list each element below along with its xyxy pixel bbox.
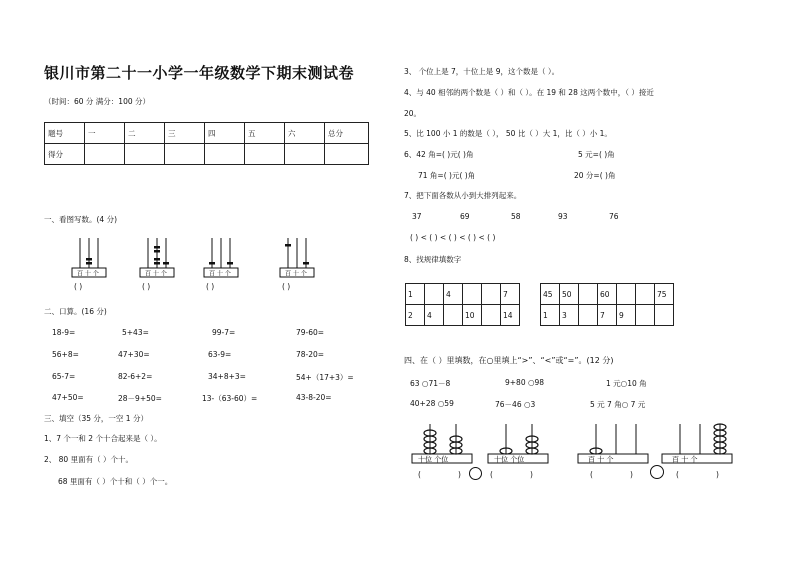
pattern-cell: 1 — [541, 305, 560, 326]
score-table-header-row — [45, 123, 369, 144]
abacus-picture-1 — [70, 236, 110, 280]
abacus-label: 百 十 个 — [77, 270, 99, 278]
calc-item: 63-9= — [208, 350, 232, 359]
pattern-cell[interactable] — [636, 305, 655, 326]
question-7-prompt: 7、把下面各数从小到大排列起来。 — [404, 191, 522, 200]
pattern-cell: 4 — [425, 305, 444, 326]
answer-blank[interactable]: ( ) — [206, 282, 215, 291]
question-4-line1: 4、与 40 相邻的两个数是（ ）和（ ）。在 19 和 28 这两个数中，（ ）接近 — [404, 88, 654, 97]
score-cell: 总分 — [325, 123, 369, 144]
pattern-cell[interactable] — [579, 305, 598, 326]
question-6b: 5 元=( )角 — [578, 150, 615, 159]
section3-heading: 三、填空（35 分，一空 1 分） — [44, 414, 148, 423]
score-cell: 四 — [205, 123, 245, 144]
number-item: 69 — [460, 212, 470, 221]
compare-item[interactable]: 9+80 ○98 — [505, 378, 545, 387]
score-input-cell[interactable] — [285, 144, 325, 165]
compare-item[interactable]: 40+28 ○59 — [410, 399, 454, 408]
answer-blank-close[interactable]: ) — [458, 470, 461, 479]
svg-text:十位 个位: 十位 个位 — [418, 455, 449, 464]
calc-item: 34+8+3= — [208, 372, 246, 381]
ordering-blanks[interactable]: ( ) < ( ) < ( ) < ( ) < ( ) — [410, 233, 496, 242]
question-6d: 20 分=( )角 — [574, 171, 616, 180]
pattern-table-2 — [540, 283, 674, 326]
pattern-cell: 2 — [406, 305, 425, 326]
calc-item: 47+30= — [118, 350, 150, 359]
pattern-cell: 3 — [560, 305, 579, 326]
pattern-cell: 14 — [501, 305, 520, 326]
number-item: 58 — [511, 212, 521, 221]
pattern-cell: 1 — [406, 284, 425, 305]
abacus-picture-2 — [138, 236, 178, 280]
pattern-cell: 45 — [541, 284, 560, 305]
score-cell: 得分 — [45, 144, 85, 165]
compare-item[interactable]: 63 ○71－8 — [410, 379, 451, 388]
pattern-cell: 10 — [463, 305, 482, 326]
score-cell: 五 — [245, 123, 285, 144]
pattern-cell: 60 — [598, 284, 617, 305]
abacus-picture-7 — [574, 418, 650, 464]
exam-meta: （时间：60 分 满分：100 分） — [44, 97, 151, 106]
calc-item: 28－9+50= — [118, 394, 162, 403]
pattern-cell[interactable] — [636, 284, 655, 305]
pattern-cell: 7 — [598, 305, 617, 326]
pattern-cell[interactable] — [425, 284, 444, 305]
number-item: 37 — [412, 212, 422, 221]
calc-item: 79-60= — [296, 328, 325, 337]
svg-text:百 十 个: 百 十 个 — [285, 270, 307, 278]
score-input-cell[interactable] — [245, 144, 285, 165]
question-3: 3、 个位上是 7，十位上是 9，这个数是（ ）。 — [404, 67, 560, 76]
question-6c: 71 角=( )元( )角 — [418, 171, 476, 180]
calc-item: 54+（17+3）= — [296, 373, 354, 382]
score-table-row — [45, 144, 369, 165]
score-cell: 一 — [85, 123, 125, 144]
score-table — [44, 122, 369, 165]
score-input-cell[interactable] — [205, 144, 245, 165]
abacus-picture-6 — [484, 418, 550, 464]
answer-blank-open[interactable]: ( — [590, 470, 593, 479]
answer-blank[interactable]: ( ) — [142, 282, 151, 291]
compare-circle[interactable] — [650, 465, 664, 479]
answer-blank-close[interactable]: ) — [530, 470, 533, 479]
pattern-cell[interactable] — [463, 284, 482, 305]
score-cell: 三 — [165, 123, 205, 144]
answer-blank-open[interactable]: ( — [490, 470, 493, 479]
abacus-picture-8 — [658, 418, 734, 464]
compare-circle[interactable] — [469, 467, 482, 480]
score-cell: 题号 — [45, 123, 85, 144]
pattern-cell: 4 — [444, 284, 463, 305]
calc-item: 56+8= — [52, 350, 79, 359]
calc-item: 43-8-20= — [296, 393, 332, 402]
score-input-cell[interactable] — [125, 144, 165, 165]
number-item: 93 — [558, 212, 568, 221]
fill-question-1: 1、7 个一和 2 个十合起来是（ ）。 — [44, 434, 162, 443]
calc-item: 18-9= — [52, 328, 76, 337]
section1-heading: 一、看图写数。(4 分) — [44, 215, 118, 224]
abacus-picture-4 — [278, 236, 318, 280]
svg-text:百 十 个: 百 十 个 — [672, 455, 698, 464]
score-cell: 六 — [285, 123, 325, 144]
svg-text:百 十 个: 百 十 个 — [588, 455, 614, 464]
answer-blank-close[interactable]: ) — [716, 470, 719, 479]
calc-item: 99-7= — [212, 328, 236, 337]
answer-blank-close[interactable]: ) — [630, 470, 633, 479]
calc-item: 65-7= — [52, 372, 76, 381]
fill-question-2b: 68 里面有（ ）个十和（ ）个一。 — [58, 477, 173, 486]
abacus-picture-5 — [408, 418, 474, 464]
svg-text:百 十 个: 百 十 个 — [209, 270, 231, 278]
score-input-cell[interactable] — [165, 144, 205, 165]
pattern-cell[interactable] — [482, 284, 501, 305]
section2-heading: 二、口算。(16 分) — [44, 307, 107, 316]
calc-item: 13-（63-60）= — [202, 394, 258, 403]
svg-text:百 十 个: 百 十 个 — [145, 270, 167, 278]
pattern-cell: 50 — [560, 284, 579, 305]
pattern-cell[interactable] — [482, 305, 501, 326]
calc-item: 47+50= — [52, 393, 84, 402]
score-input-cell[interactable] — [325, 144, 369, 165]
pattern-cell[interactable] — [444, 305, 463, 326]
question-6a: 6、42 角=( )元( )角 — [404, 150, 474, 159]
exam-title: 银川市第二十一小学一年级数学下期末测试卷 — [44, 64, 355, 82]
abacus-picture-3 — [202, 236, 242, 280]
pattern-cell[interactable] — [655, 305, 674, 326]
answer-blank-open[interactable]: ( — [418, 470, 421, 479]
answer-blank-open[interactable]: ( — [676, 470, 679, 479]
score-cell: 二 — [125, 123, 165, 144]
compare-item[interactable]: 76－46 ○3 — [495, 400, 536, 409]
score-input-cell[interactable] — [85, 144, 125, 165]
section4-heading: 四、在（ ）里填数，在○里填上“>”、“<”或“=”。(12 分) — [404, 356, 614, 365]
calc-item: 78-20= — [296, 350, 325, 359]
question-8-prompt: 8、找规律填数字 — [404, 255, 462, 264]
calc-item: 5+43= — [122, 328, 149, 337]
pattern-cell: 7 — [501, 284, 520, 305]
number-item: 76 — [609, 212, 619, 221]
pattern-cell: 9 — [617, 305, 636, 326]
fill-question-2a: 2、 80 里面有（ ）个十。 — [44, 455, 133, 464]
question-5: 5、比 100 小 1 的数是（ ）， 50 比（ ）大 1，比（ ）小 1。 — [404, 129, 612, 138]
question-4-line2: 20。 — [404, 109, 422, 118]
svg-text:十位 个位: 十位 个位 — [494, 455, 525, 464]
compare-item[interactable]: 5 元 7 角○ 7 元 — [590, 400, 646, 409]
calc-item: 82-6+2= — [118, 372, 153, 381]
answer-blank[interactable]: ( ) — [282, 282, 291, 291]
pattern-table-1 — [405, 283, 520, 326]
answer-blank[interactable]: ( ) — [74, 282, 83, 291]
pattern-cell[interactable] — [617, 284, 636, 305]
pattern-cell[interactable] — [579, 284, 598, 305]
pattern-cell: 75 — [655, 284, 674, 305]
compare-item[interactable]: 1 元○10 角 — [606, 379, 647, 388]
